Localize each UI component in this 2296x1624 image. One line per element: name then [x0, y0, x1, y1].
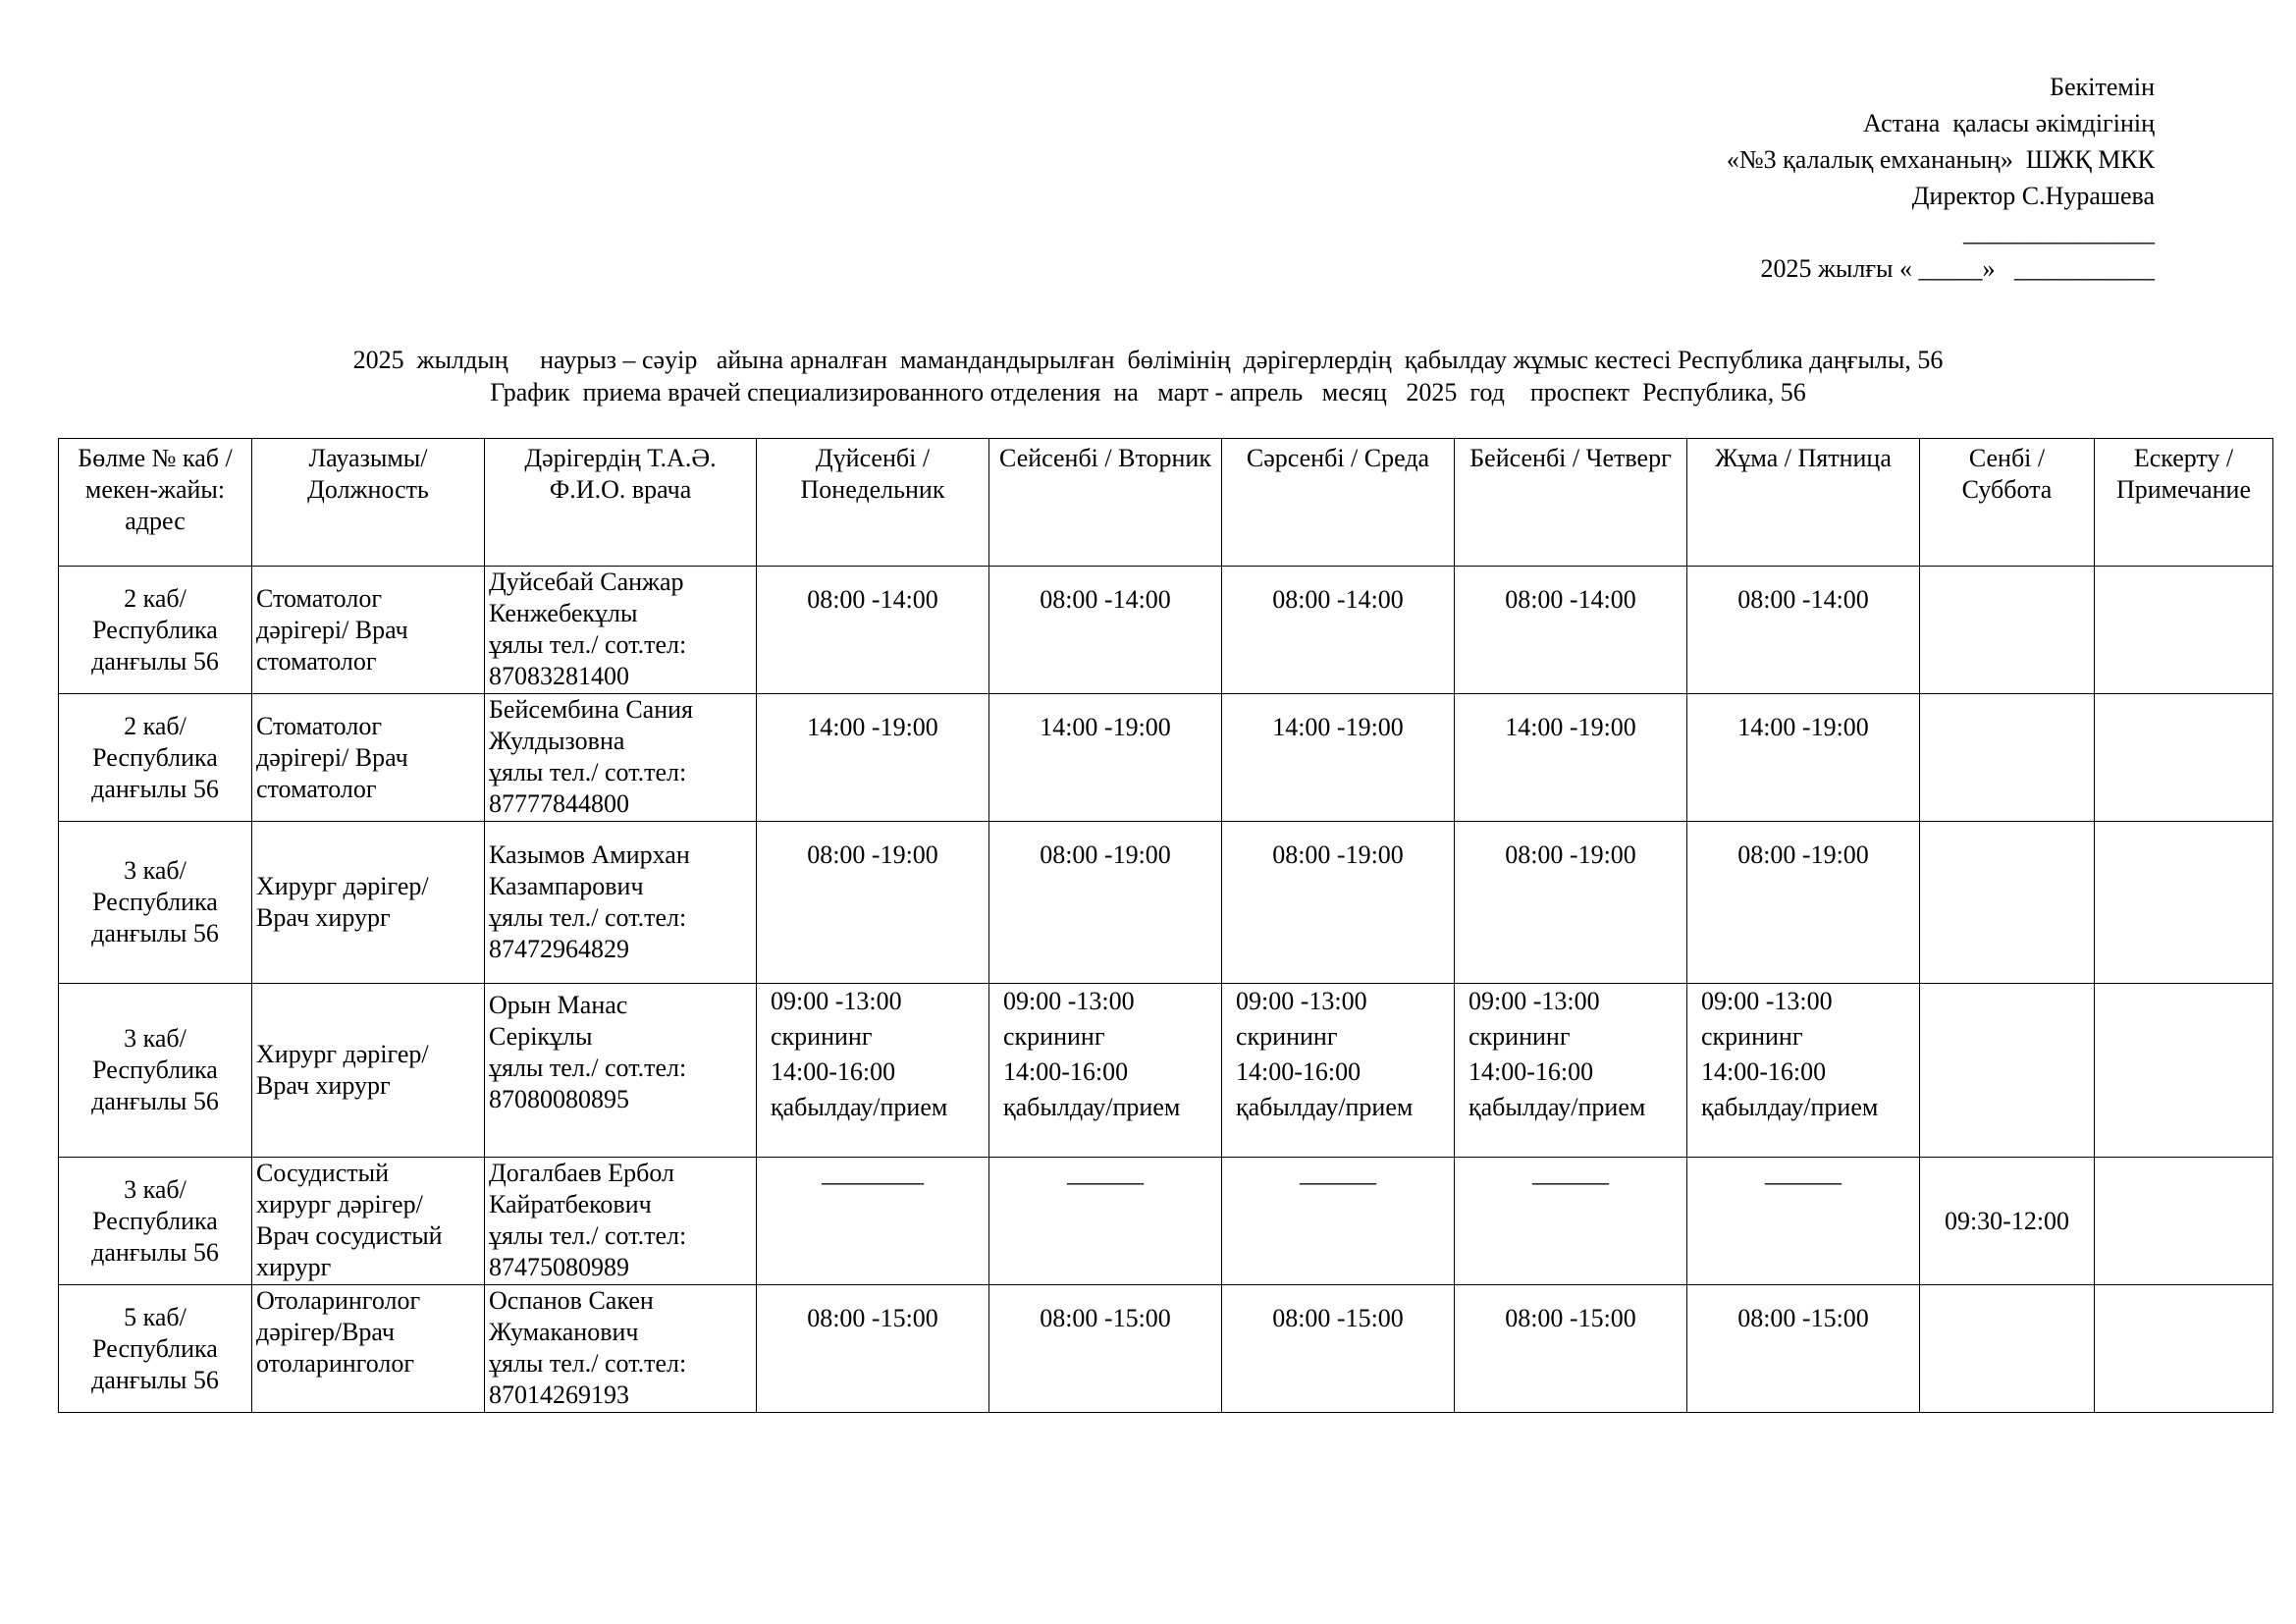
cell-thursday: 08:00 -14:00 [1455, 567, 1687, 694]
cell-doctor: Казымов Амирхан Казампарович ұялы тел./ сот.тел: 87472964829 [485, 822, 757, 984]
cell-tuesday: 08:00 -15:00 [989, 1285, 1222, 1413]
approval-line-approve: Бекітемін [2050, 73, 2155, 101]
cell-friday: 14:00 -19:00 [1687, 694, 1920, 822]
table-row [59, 694, 2273, 822]
cell-room: 5 каб/ Республика данғылы 56 [59, 1285, 252, 1413]
approval-line-director: Директор С.Нурашева [1911, 182, 2155, 210]
cell-thursday: 14:00 -19:00 [1455, 694, 1687, 822]
cell-note [2095, 567, 2273, 694]
cell-friday: ______ [1687, 1158, 1920, 1285]
cell-friday: 08:00 -14:00 [1687, 567, 1920, 694]
cell-note [2095, 822, 2273, 984]
header-doctor: Дәрігердің Т.А.Ә. Ф.И.О. врача [485, 439, 757, 567]
cell-friday: 08:00 -19:00 [1687, 822, 1920, 984]
header-saturday: Сенбі / Суббота [1920, 439, 2095, 567]
cell-friday: 09:00 -13:00 скрининг 14:00-16:00 қабылдау/прием [1687, 984, 1920, 1158]
cell-wednesday: 08:00 -15:00 [1222, 1285, 1455, 1413]
approval-line-clinic: «№3 қалалық емхананың» ШЖҚ МКК [1726, 145, 2155, 174]
header-note: Ескерту / Примечание [2095, 439, 2273, 567]
cell-wednesday: 09:00 -13:00 скрининг 14:00-16:00 қабылдау/прием [1222, 984, 1455, 1158]
cell-thursday: ______ [1455, 1158, 1687, 1285]
cell-room: 2 каб/ Республика данғылы 56 [59, 567, 252, 694]
cell-doctor: Догалбаев Ербол Кайратбекович ұялы тел./ сот.тел: 87475080989 [485, 1158, 757, 1285]
cell-note [2095, 694, 2273, 822]
cell-position: Сосудистый хирург дәрігер/ Врач сосудистый хирург [252, 1158, 485, 1285]
cell-monday: 09:00 -13:00 скрининг 14:00-16:00 қабылдау/прием [757, 984, 989, 1158]
cell-saturday: 09:30-12:00 [1920, 1158, 2095, 1285]
cell-position: Хирург дәрігер/ Врач хирург [252, 822, 485, 984]
cell-note [2095, 1158, 2273, 1285]
header-monday: Дүйсенбі / Понедельник [757, 439, 989, 567]
cell-note [2095, 984, 2273, 1158]
approval-line-signature: _______________ [1963, 218, 2155, 246]
header-wednesday: Сәрсенбі / Среда [1222, 439, 1455, 567]
cell-doctor: Орын Манас Серікұлы ұялы тел./ сот.тел: 87080080895 [485, 984, 757, 1158]
cell-monday: 14:00 -19:00 [757, 694, 989, 822]
table-row [59, 822, 2273, 984]
table-header-row [59, 439, 2273, 567]
title-kazakh: 2025 жылдың наурыз – сәуір айына арналған мамандандырылған бөлімінің дәрігерлердің қабылдау жұмыс кестесі Республика даңғылы, 56 [352, 346, 1944, 374]
table-row [59, 1285, 2273, 1413]
cell-doctor: Дуйсебай Санжар Кенжебекұлы ұялы тел./ сот.тел: 87083281400 [485, 567, 757, 694]
cell-room: 3 каб/ Республика данғылы 56 [59, 822, 252, 984]
header-room: Бөлме № каб / мекен-жайы: адрес [59, 439, 252, 567]
approval-line-akimat: Астана қаласы әкімдігінің [1862, 109, 2155, 137]
approval-block [1727, 69, 2155, 287]
cell-wednesday: ______ [1222, 1158, 1455, 1285]
document-title [0, 344, 2296, 408]
cell-friday: 08:00 -15:00 [1687, 1285, 1920, 1413]
title-russian: График приема врачей специализированного отделения на март - апрель месяц 2025 год проспект Республика, 56 [490, 378, 1806, 406]
cell-doctor: Оспанов Сакен Жумаканович ұялы тел./ сот.тел: 87014269193 [485, 1285, 757, 1413]
cell-position: Стоматолог дәрігері/ Врач стоматолог [252, 567, 485, 694]
cell-monday: 08:00 -14:00 [757, 567, 989, 694]
header-thursday: Бейсенбі / Четверг [1455, 439, 1687, 567]
cell-tuesday: 14:00 -19:00 [989, 694, 1222, 822]
cell-saturday [1920, 1285, 2095, 1413]
cell-tuesday: ______ [989, 1158, 1222, 1285]
header-friday: Жұма / Пятница [1687, 439, 1920, 567]
table-row [59, 984, 2273, 1158]
cell-tuesday: 09:00 -13:00 скрининг 14:00-16:00 қабылдау/прием [989, 984, 1222, 1158]
cell-thursday: 08:00 -19:00 [1455, 822, 1687, 984]
cell-thursday: 08:00 -15:00 [1455, 1285, 1687, 1413]
table-row [59, 1158, 2273, 1285]
header-tuesday: Сейсенбі / Вторник [989, 439, 1222, 567]
table-row [59, 567, 2273, 694]
cell-monday: 08:00 -15:00 [757, 1285, 989, 1413]
cell-wednesday: 08:00 -19:00 [1222, 822, 1455, 984]
cell-tuesday: 08:00 -14:00 [989, 567, 1222, 694]
cell-doctor: Бейсембина Сания Жулдызовна ұялы тел./ сот.тел: 87777844800 [485, 694, 757, 822]
cell-wednesday: 08:00 -14:00 [1222, 567, 1455, 694]
cell-room: 3 каб/ Республика данғылы 56 [59, 984, 252, 1158]
cell-thursday: 09:00 -13:00 скрининг 14:00-16:00 қабылдау/прием [1455, 984, 1687, 1158]
cell-position: Хирург дәрігер/ Врач хирург [252, 984, 485, 1158]
cell-monday: 08:00 -19:00 [757, 822, 989, 984]
cell-saturday [1920, 694, 2095, 822]
cell-monday: ________ [757, 1158, 989, 1285]
cell-position: Стоматолог дәрігері/ Врач стоматолог [252, 694, 485, 822]
cell-tuesday: 08:00 -19:00 [989, 822, 1222, 984]
cell-saturday [1920, 822, 2095, 984]
schedule-table [58, 438, 2273, 1413]
cell-note [2095, 1285, 2273, 1413]
cell-saturday [1920, 984, 2095, 1158]
header-position: Лауазымы/ Должность [252, 439, 485, 567]
cell-position: Отоларинголог дәрігер/Врач отоларинголог [252, 1285, 485, 1413]
cell-room: 2 каб/ Республика данғылы 56 [59, 694, 252, 822]
cell-wednesday: 14:00 -19:00 [1222, 694, 1455, 822]
approval-line-date: 2025 жылғы « _____» ___________ [1760, 254, 2155, 283]
cell-saturday [1920, 567, 2095, 694]
cell-room: 3 каб/ Республика данғылы 56 [59, 1158, 252, 1285]
